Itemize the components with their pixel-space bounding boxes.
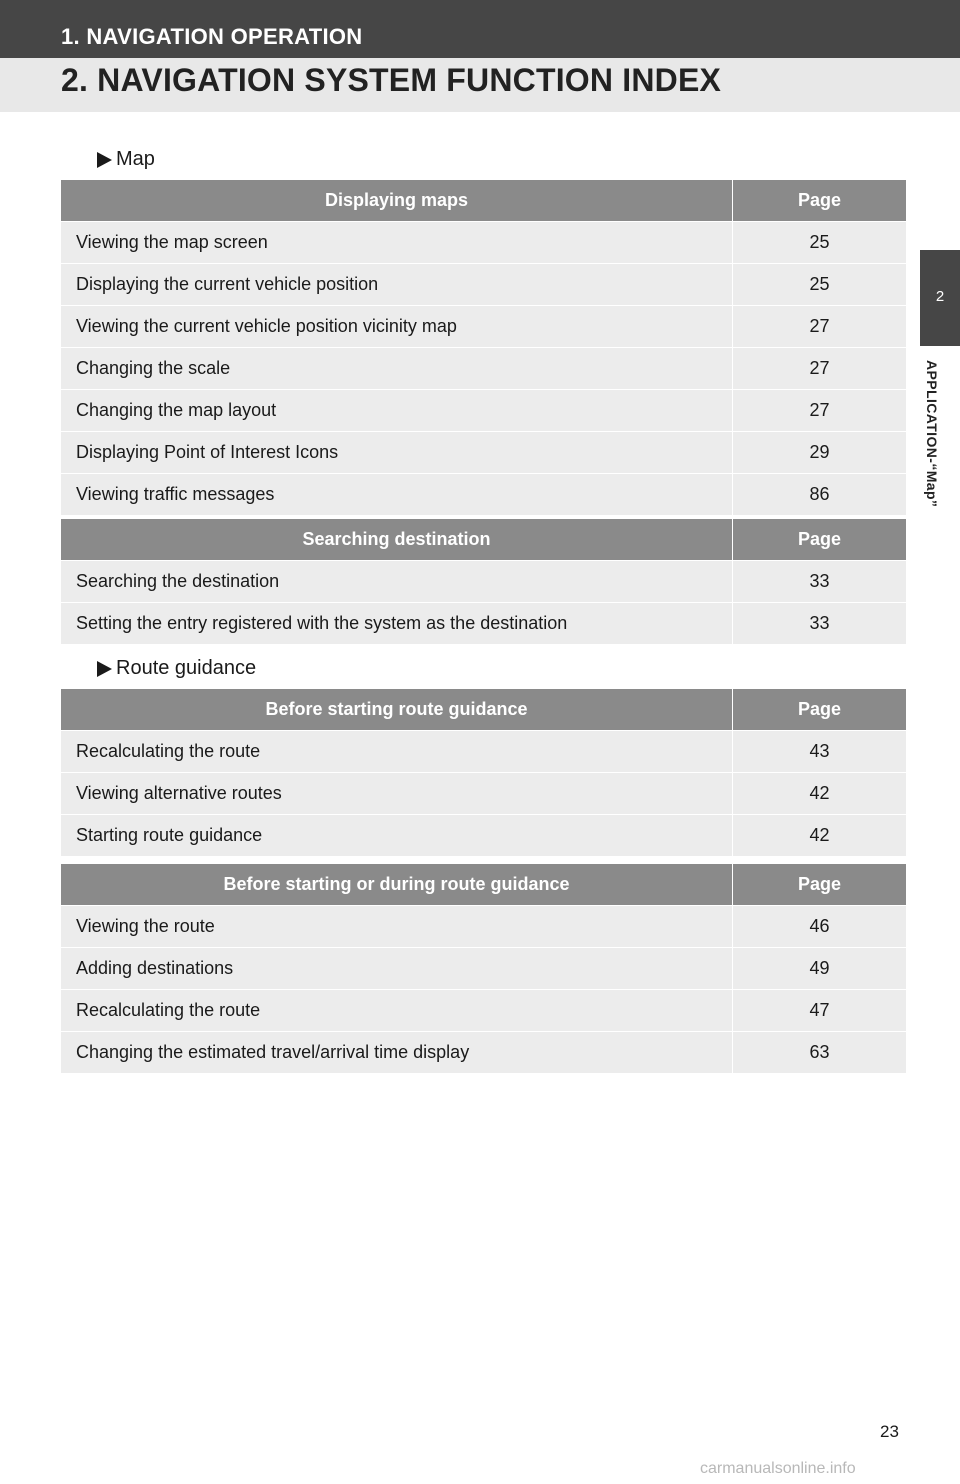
table-before-starting-route-guidance [61, 689, 906, 857]
table-row[interactable] [61, 731, 906, 773]
row-topic: Displaying Point of Interest Icons [61, 432, 733, 473]
table-header [61, 519, 906, 561]
row-page[interactable]: 43 [809, 741, 830, 761]
row-topic: Changing the scale [61, 348, 733, 389]
row-page[interactable]: 46 [809, 916, 830, 936]
table-row[interactable] [61, 432, 906, 474]
row-page[interactable]: 63 [809, 1042, 830, 1062]
table-before-or-during-route-guidance [61, 864, 906, 1074]
row-topic: Viewing the map screen [61, 222, 733, 263]
table-row[interactable] [61, 773, 906, 815]
row-topic: Viewing traffic messages [61, 474, 733, 515]
header-page: Page [797, 529, 842, 549]
row-page[interactable]: 33 [809, 571, 830, 591]
row-topic: Viewing the current vehicle position vicinity map [61, 306, 733, 347]
row-page[interactable]: 27 [809, 358, 830, 378]
chapter-number: 2 [935, 288, 945, 305]
row-topic: Searching the destination [61, 561, 733, 602]
table-row[interactable] [61, 222, 906, 264]
table-row[interactable] [61, 603, 906, 645]
row-page[interactable]: 27 [809, 316, 830, 336]
page-title: 2. NAVIGATION SYSTEM FUNCTION INDEX [61, 62, 722, 98]
row-topic: Setting the entry registered with the system as the destination [61, 603, 733, 644]
row-page[interactable]: 29 [809, 442, 830, 462]
header-page: Page [797, 699, 842, 719]
table-header [61, 864, 906, 906]
chapter-tab[interactable] [920, 250, 960, 346]
row-page[interactable]: 33 [809, 613, 830, 633]
header-topic: Before starting or during route guidance [61, 864, 733, 905]
chapter-label: APPLICATION-“Map” [924, 360, 940, 508]
table-searching-destination [61, 519, 906, 645]
row-topic: Starting route guidance [61, 815, 733, 856]
row-topic: Recalculating the route [61, 731, 733, 772]
row-page[interactable]: 47 [809, 1000, 830, 1020]
row-page[interactable]: 25 [809, 232, 830, 252]
table-row[interactable] [61, 474, 906, 516]
table-row[interactable] [61, 348, 906, 390]
row-page[interactable]: 25 [809, 274, 830, 294]
row-page[interactable]: 27 [809, 400, 830, 420]
table-displaying-maps [61, 180, 906, 516]
row-page[interactable]: 86 [809, 484, 830, 504]
header-page: Page [797, 874, 842, 894]
table-row[interactable] [61, 906, 906, 948]
header-topic: Searching destination [61, 519, 733, 560]
row-topic: Changing the map layout [61, 390, 733, 431]
table-row[interactable] [61, 815, 906, 857]
table-header [61, 689, 906, 731]
section-heading-label: Map [116, 148, 155, 170]
row-topic: Displaying the current vehicle position [61, 264, 733, 305]
row-page[interactable]: 42 [809, 825, 830, 845]
row-topic: Viewing the route [61, 906, 733, 947]
row-topic: Changing the estimated travel/arrival time display [61, 1032, 733, 1073]
table-header [61, 180, 906, 222]
table-row[interactable] [61, 264, 906, 306]
section-heading-label: Route guidance [116, 657, 257, 679]
row-page[interactable]: 42 [809, 783, 830, 803]
row-topic: Recalculating the route [61, 990, 733, 1031]
section-heading-route-guidance [97, 657, 256, 680]
row-topic: Adding destinations [61, 948, 733, 989]
watermark: carmanualsonline.info [700, 1460, 856, 1477]
table-row[interactable] [61, 990, 906, 1032]
header-topic: Displaying maps [61, 180, 733, 221]
section-label: 1. NAVIGATION OPERATION [61, 24, 363, 49]
table-row[interactable] [61, 306, 906, 348]
row-topic: Viewing alternative routes [61, 773, 733, 814]
section-heading-map [97, 148, 155, 171]
triangle-right-icon [97, 152, 112, 168]
row-page[interactable]: 49 [809, 958, 830, 978]
table-row[interactable] [61, 390, 906, 432]
page-number: 23 [880, 1422, 899, 1441]
triangle-right-icon [97, 661, 112, 677]
table-row[interactable] [61, 948, 906, 990]
header-page: Page [797, 190, 842, 210]
table-row[interactable] [61, 561, 906, 603]
header-topic: Before starting route guidance [61, 689, 733, 730]
table-row[interactable] [61, 1032, 906, 1074]
